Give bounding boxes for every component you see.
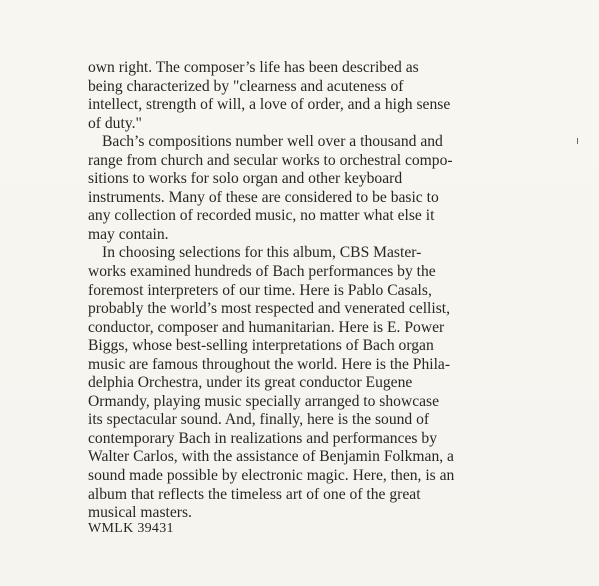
text-line: instruments. Many of these are considered to be basic to xyxy=(88,188,439,206)
text-line: Biggs, whose best-selling interpretations of Bach organ xyxy=(88,337,434,355)
margin-mark xyxy=(577,138,578,144)
paragraph xyxy=(88,133,528,244)
liner-notes-text xyxy=(88,59,528,523)
text-line: of duty." xyxy=(88,114,142,132)
text-line: own right. The composer’s life has been described as xyxy=(88,59,419,76)
text-line: sound made possible by electronic magic. Here, then, is an xyxy=(88,467,455,485)
text-line: foremost interpreters of our time. Here is Pablo Casals, xyxy=(88,281,432,299)
text-line: musical masters. xyxy=(88,504,192,522)
text-line: being characterized by "clearness and acuteness of xyxy=(88,77,404,95)
text-line: contemporary Bach in realizations and performances by xyxy=(88,429,437,447)
text-line: In choosing selections for this album, CBS Master- xyxy=(102,244,422,262)
paragraph xyxy=(88,244,528,522)
text-line: music are famous throughout the world. Here is the Phila- xyxy=(88,355,451,373)
text-line: conductor, composer and humanitarian. Here is E. Power xyxy=(88,318,445,336)
text-line: sitions to works for solo organ and other keyboard xyxy=(88,170,403,188)
text-line: Bach’s compositions number well over a thousand and xyxy=(102,133,443,151)
paragraph xyxy=(88,59,528,133)
text-line: Walter Carlos, with the assistance of Benjamin Folkman, a xyxy=(88,448,454,466)
text-line: album that reflects the timeless art of one of the great xyxy=(88,485,421,503)
catalog-number: WMLK 39431 xyxy=(88,521,174,536)
text-line: probably the world’s most respected and venerated cellist, xyxy=(88,300,451,318)
text-line: range from church and secular works to orchestral compo- xyxy=(88,151,453,169)
text-line: its spectacular sound. And, finally, here is the sound of xyxy=(88,411,430,429)
text-line: any collection of recorded music, no matter what else it xyxy=(88,207,435,225)
text-line: intellect, strength of will, a love of order, and a high sense xyxy=(88,96,451,114)
text-line: may contain. xyxy=(88,225,169,243)
text-line: delphia Orchestra, under its great conductor Eugene xyxy=(88,374,413,392)
text-line: Ormandy, playing music specially arranged to showcase xyxy=(88,392,440,410)
text-line: works examined hundreds of Bach performances by the xyxy=(88,263,436,281)
